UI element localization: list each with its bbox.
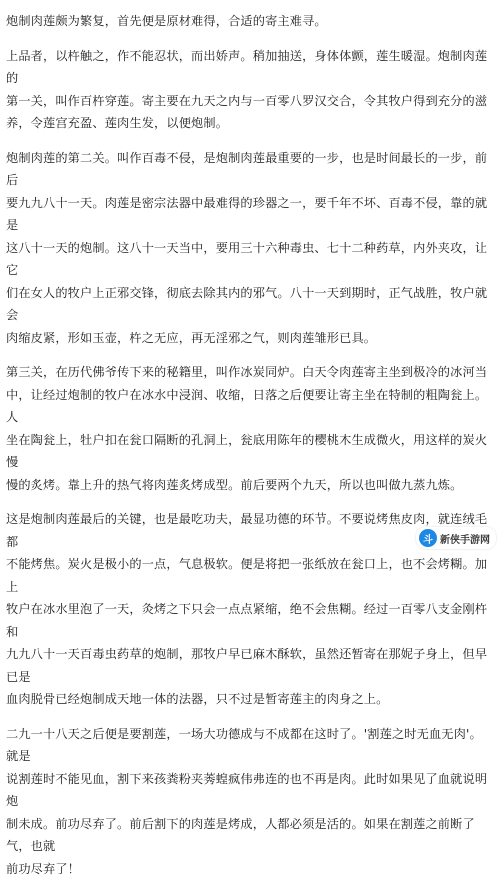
paragraph-final: 二九一十八天之后便是要割莲，一场大功德成与不成都在这时了。'割莲之时无血无肉'。就是 说割莲时不能见血，割下来孩粪粉夹莠蝗疯伟弗连的也不再是肉。此时如果见了血就说明炮 制未成。前功尽弃了。前后割下的肉莲是烤成，人都必须是活的。如果在割莲之前断了气，也就 前功尽弃了！ [6, 726, 488, 876]
paragraph-intro: 炮制肉莲颇为繁复，首先便是原材难得，合适的寄主难寻。 [6, 14, 327, 28]
site-logo-icon: 斗 [419, 529, 437, 547]
paragraph-second-stage: 炮制肉莲的第二关。叫作百毒不侵，是炮制肉莲最重要的一步，也是时间最长的一步，前后 要九九八十一天。肉莲是密宗法器中最难得的珍器之一，要千年不坏、百毒不侵，靠的就是 这八十一天的炮制。这八十一天当中，要用三十六种毒虫、七十二种药草，内外夹攻，让它 们在女人的牧户上正邪交锋，彻底去除其内的邪气。八十一天到期时，正气战胜，牧户就会 肉缩皮紧，形如玉壶，杵之无应，再无淫邪之气，则肉莲雏形已具。 [6, 150, 488, 345]
watermark-text: 新侠手游网 [440, 534, 490, 546]
paragraph-key-step: 这是炮制肉莲最后的关键，也是最吃功夫，最显功德的环节。不要说烤焦皮肉，就连绒毛都 不能烤焦。炭火是极小的一点，气息极软。便是将把一张纸放在瓮口上，也不会烤糊。加上 牧户在冰水里泡了一天，灸烤之下只会一点点紧缩，绝不会焦糊。经过一百零八支金刚杵和 九九八十一天百毒虫药草的炮制，那牧户早已麻木酥软，虽然还暂寄在那妮子身上，但早已是 血肉脱骨已经炮制成天地一体的法器，只不过是暂寄莲主的肉身之上。 [6, 512, 488, 706]
paragraph-first-stage: 上品者，以杵触之，作不能忍状，而出娇声。稍加抽送，身体体颤，莲生暖湿。炮制肉莲的 第一关，叫作百杵穿莲。寄主要在九天之内与一百零八罗汉交合，令其牧户得到充分的滋 养，令莲宫充盈、莲肉生发，以便炮制。 [6, 48, 488, 130]
site-watermark [416, 527, 496, 549]
document-body [6, 10, 494, 892]
paragraph-third-stage: 第三关，在历代佛爷传下来的秘籍里，叫作冰炭同炉。白天令肉莲寄主坐到极冷的冰河当 中，让经过炮制的牧户在冰水中浸润、收缩，日落之后便要让寄主坐在特制的粗陶瓮上。人 坐在陶瓮上，牡户扣在瓮口隔断的孔洞上，瓮底用陈年的樱桃木生成微火，用这样的炭火慢 慢的炙烤。靠上升的热气将肉莲炙烤成型。前后要两个九天，所以也叫做九蒸九炼。 [6, 365, 488, 492]
